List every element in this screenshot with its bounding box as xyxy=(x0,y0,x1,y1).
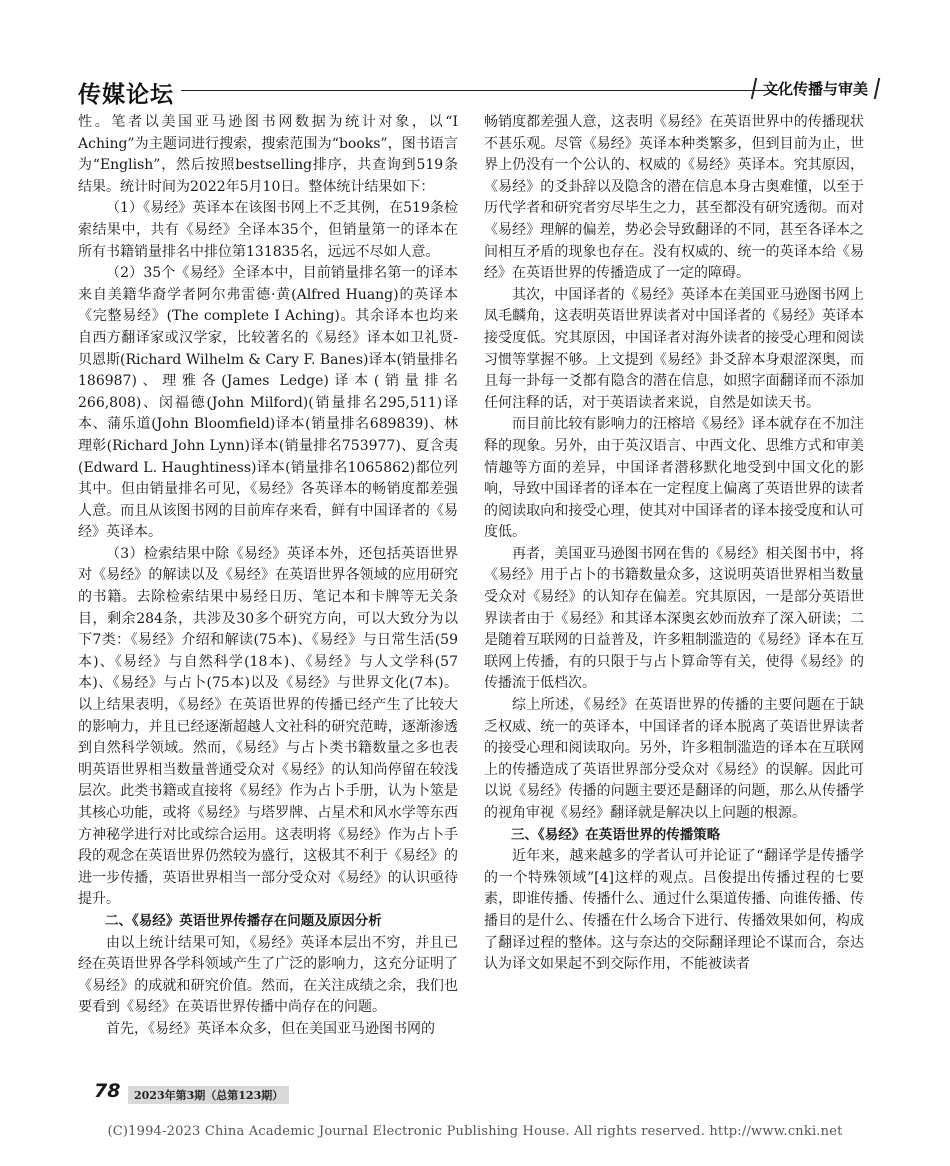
section-heading: 三、《易经》在英语世界的传播策略 xyxy=(511,826,721,843)
paragraph: 性。笔者以美国亚马逊图书网数据为统计对象，以“I Aching”为主题词进行搜索，搜索范围为“books”，图书语言为“English”，然后按照bestselling排序，共查询到519条结果。统计时间为2022年5月10日。整体统计结果如下： xyxy=(78,114,458,195)
paragraph: 由以上统计结果可知，《易经》英译本层出不穷，并且已经在英语世界各学科领域产生了广泛的影响力，这充分证明了《易经》的成就和研究价值。然而，在关注成绩之余，我们也要看到《易经》在英语世界传播中尚存在的问题。 xyxy=(78,934,458,1016)
copyright-line: (C)1994-2023 China Academic Journal Electronic Publishing House. All rights reserved. http://www.cnki.net xyxy=(107,1124,843,1139)
paragraph: 近年来，越来越多的学者认可并论证了“翻译学是传播学的一个特殊领域”[4]这样的观点。吕俊提出传播过程的七要素，即谁传播、传播什么、通过什么渠道传播、向谁传播、传播目的是什么、传播在什么场合下进行、传播效果如何，构成了翻译过程的整体。这与奈达的交际翻译理论不谋而合，奈达认为译文如果起不到交际作用，不能被读者 xyxy=(484,848,864,973)
paragraph: 综上所述，《易经》在英语世界的传播的主要问题在于缺乏权威、统一的英译本，中国译者的译本脱离了英语世界读者的接受心理和阅读取向。另外，许多粗制滥造的译本在互联网上的传播造成了英语世界部分受众对《易经》的误解。因此可以说《易经》传播的问题主要还是翻译的问题，那么从传播学的视角审视《易经》翻译就是解决以上问题的根源。 xyxy=(484,697,864,821)
section-label-text: 文化传播与审美 xyxy=(762,80,868,98)
issue-label: 2023年第3期（总第123期） xyxy=(128,1086,289,1104)
paragraph: （3）检索结果中除《易经》英译本外，还包括英语世界对《易经》的解读以及《易经》在英语世界各领域的应用研究的书籍。去除检索结果中易经日历、笔记本和卡牌等无关条目，剩余284条，共涉及30多个研究方向，可以大致分为以下7类：《易经》介绍和解读(75本)、《易经》与日常生活(59本)、《易经》与自然科学(18本)、《易经》与人文学科(57本)、《易经》与占卜(75本)以及《易经》与世界文化(7本)。以上结果表明，《易经》在英语世界的传播已经产生了比较大的影响力，并且已经逐渐超越人文社科的研究范畴，逐渐渗透到自然科学领域。然而，《易经》与占卜类书籍数量之多也表明英语世界相当数量普通受众对《易经》的认知尚停留在较浅层次。此类书籍或直接将《易经》作为占卜手册，认为卜筮是其核心功能，或将《易经》与塔罗牌、占星术和风水学等东西方神秘学进行对比或综合运用。这表明将《易经》作为占卜手段的观念在英语世界仍然较为盛行，这极其不利于《易经》的进一步传播，英语世界相当一部分受众对《易经》的认识亟待提升。 xyxy=(78,545,458,908)
header-rule xyxy=(181,90,779,91)
page-footer xyxy=(78,1080,378,1106)
paragraph: 再者，美国亚马逊图书网在售的《易经》相关图书中，将《易经》用于占卜的书籍数量众多，这说明英语世界相当数量受众对《易经》的认知存在偏差。究其原因，一是部分英语世界读者由于《易经》和其译本深奥玄妙而放弃了深入研读；二是随着互联网的日益普及，许多粗制滥造的《易经》译本在互联网上传播，有的只限于与占卜算命等有关，使得《易经》的传播流于低档次。 xyxy=(484,545,864,692)
paragraph: 畅销度都差强人意，这表明《易经》在英语世界中的传播现状不甚乐观。尽管《易经》英译本种类繁多，但到目前为止，世界上仍没有一个公认的、权威的《易经》英译本。究其原因，《易经》的爻卦辞以及隐含的潜在信息本身古奥难懂，以至于历代学者和研究者穷尽毕生之力，甚至都没有研究透彻。而对《易经》理解的偏差，势必会导致翻译的不同，甚至各译本之间相互矛盾的现象也存在。没有权威的、统一的英译本给《易经》在英语世界的传播造成了一定的障碍。 xyxy=(484,114,864,282)
paragraph: （1）《易经》英译本在该图书网上不乏其例，在519条检索结果中，共有《易经》全译本35个，但销量第一的译本在所有书籍销量排名中排位第131835名，远远不尽如人意。 xyxy=(78,200,458,260)
paragraph: （2）35个《易经》全译本中，目前销量排名第一的译本来自美籍华裔学者阿尔弗雷德·黄(Alfred Huang)的英译本《完整易经》(The complete I Aching)。其余译本也均来自西方翻译家或汉学家，比较著名的《易经》译本如卫礼贤-贝恩斯(Richard Wilhelm & Cary F. Banes)译本(销量排名186987)、理雅各(James Ledge)译本(销量排名266,808)、闵福德(John Milford)(销量排名295,511)译本、蒲乐道(John Bloomfield)译本(销量排名689839)、林理彰(Richard John Lynn)译本(销量排名753977)、夏含夷(Edward L. Haughtiness)译本(销量排名1065862)都位列其中。但由销量排名可见，《易经》各英译本的畅销度都差强人意。而且从该图书网的目前库存来看，鲜有中国译者的《易经》英译本。 xyxy=(78,265,458,541)
left-column xyxy=(78,112,458,1041)
section-label xyxy=(751,78,880,99)
section-heading: 二、《易经》英语世界传播存在问题及原因分析 xyxy=(105,912,382,929)
journal-title: 传媒论坛 xyxy=(78,82,174,108)
paragraph: 其次，中国译者的《易经》英译本在美国亚马逊图书网上凤毛麟角，这表明英语世界读者对中国译者的《易经》英译本接受度低。究其原因，中国译者对海外读者的接受心理和阅读习惯等掌握不够。上文提到《易经》卦爻辞本身艰涩深奥，而且每一卦每一爻都有隐含的潜在信息，如照字面翻译而不添加任何注释的话，对于英语读者来说，自然是如读天书。 xyxy=(484,286,864,411)
page-number: 78 xyxy=(94,1080,121,1102)
paragraph: 首先，《易经》英译本众多，但在美国亚马逊图书网的 xyxy=(106,1020,435,1037)
right-column xyxy=(484,112,864,976)
paragraph: 而目前比较有影响力的汪榕培《易经》译本就存在不加注释的现象。另外，由于英汉语言、中西文化、思维方式和审美情趣等方面的差异，中国译者潜移默化地受到中国文化的影响，导致中国译者的译本在一定程度上偏离了英语世界的读者的阅读取向和接受心理，使其对中国译者的译本接受度和认可度低。 xyxy=(484,416,864,541)
running-header xyxy=(78,76,878,108)
